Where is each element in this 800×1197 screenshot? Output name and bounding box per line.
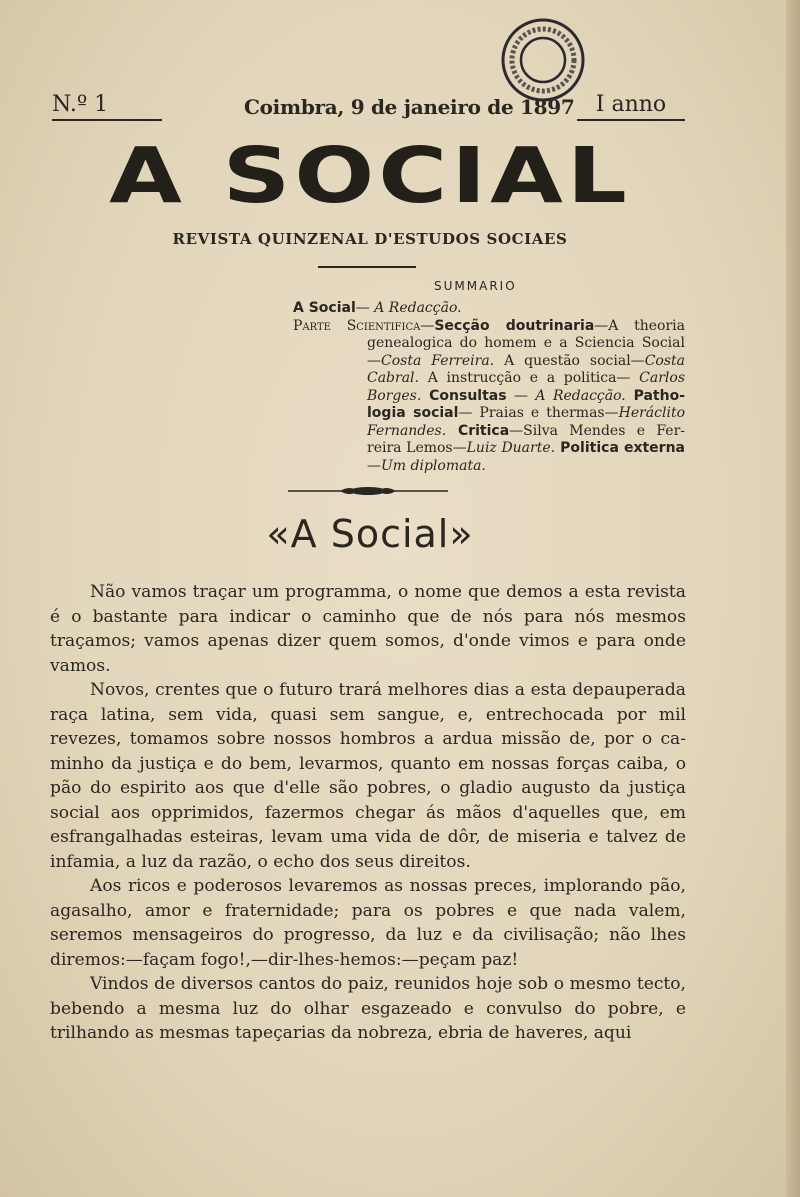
masthead-subtitle: REVISTA QUINZENAL D'ESTUDOS SOCIAES	[172, 230, 568, 248]
summary-entry: Parte Scientifica—Secção doutrinaria—A theoria genealogica do homem e a Sciencia Social —Costa Ferreira. A questão social—Costa Cabral. A instrucção e a politica— Carlos Borges. Consultas — A Redacção. Pathologia social— Praias e thermas—Heráclito Fernandes. Critica—Silva Mendes e Ferreira Lemos—Luiz Duarte. Politica externa—Um diplomata.	[293, 317, 686, 474]
divider-rule	[318, 266, 416, 268]
summary-heading: SUMMARIO	[434, 279, 517, 293]
summary-entry: A Social— A Redacção.	[293, 300, 462, 316]
ornament-divider	[288, 482, 448, 500]
page-edge	[786, 0, 800, 1197]
issue-number: N.º 1	[52, 92, 162, 121]
place-date: Coimbra, 9 de janeiro de 1897	[244, 95, 575, 119]
volume-year: I anno	[577, 92, 685, 121]
article-paragraph: Novos, crentes que o futuro trará melhores dias a esta depauperada raça latina, sem vida, quasi sem sangue, e, entrechocada por mil revezes, tomamos sobre nossos hombros a ardua missão de, por o caminho da justiça e do bem, levarmos, quanto em nossas forças caiba, o pão do espirito aos que d'elle são pobres, o gladio augusto da justiça social aos opprimidos, fazermos chegar ás mãos d'aquelles que, em esfrangalhadas esteiras, levam uma vida de dôr, de miseria e talvez de infamia, a luz da razão, o echo dos seus direitos.	[50, 680, 686, 872]
library-stamp	[500, 17, 586, 103]
masthead-title: A SOCIAL	[109, 131, 631, 221]
article-paragraph: Vindos de diversos cantos do paiz, reunidos hoje sob o mesmo tecto, bebendo a mesma luz do olhar esgazeado e convulso do pobre, e trilhando as mesmas tapeçarias da nobreza, ebria de haveres, aqui	[50, 974, 686, 1043]
article-title: «A Social»	[266, 512, 474, 556]
summary-list	[293, 300, 685, 475]
article-paragraph: Não vamos traçar um programma, o nome que demos a esta revista é o bastante para indicar o caminho que de nós para nós mesmos traçamos; vamos apenas dizer quem somos, d'onde vimos e para onde vamos.	[50, 582, 686, 676]
article-paragraph: Aos ricos e poderosos levaremos as nossas preces, implorando pão, agasalho, amor e fraternidade; para os pobres e que nada valem, seremos mensageiros do progresso, da luz e da civilisação; não lhes diremos:—façam fogo!,—dir-lhes-hemos:—peçam paz!	[50, 876, 686, 970]
article-body	[50, 580, 686, 1046]
